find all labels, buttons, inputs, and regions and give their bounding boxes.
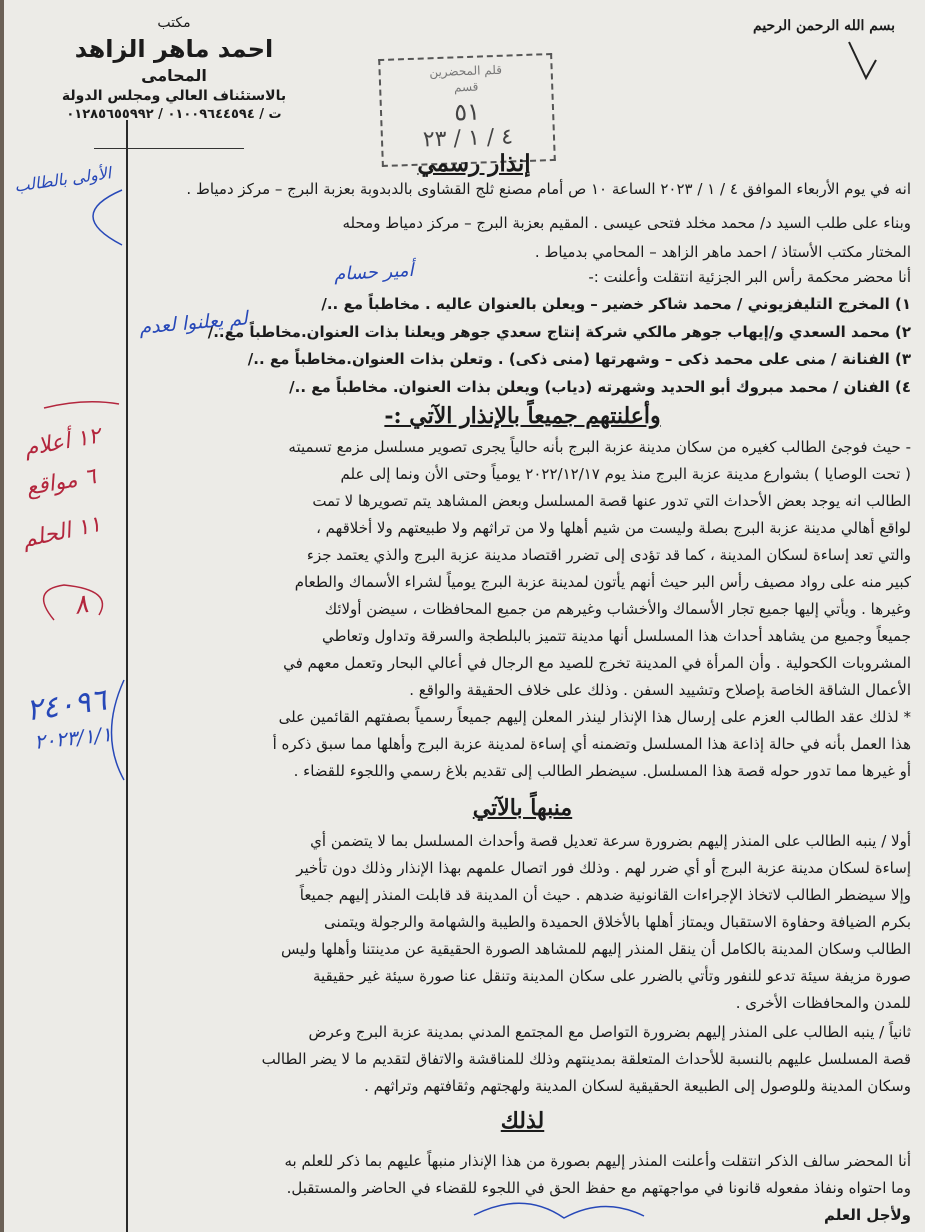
handwritten-receipt-date: ٢٠٢٣/١/١ [32, 721, 113, 755]
office-label: مكتب [157, 15, 191, 31]
body-line: ثانياً / ينبه الطالب على المنذر إليهم بضرورة التواصل مع المجتمع المدني بمدينة عزبة البرج وعرض [308, 1023, 911, 1041]
closing-line: ولأجل العلم [823, 1206, 911, 1224]
body-line: إساءة لسكان مدينة عزبة البرج أو أي ضرر لهم . وذلك فور اتصال علمهم بهذا الإنذار وذلك دون تأخير [296, 859, 911, 877]
addressee-line: ٤) الفنان / محمد مبروك أبو الحديد وشهرته (دياب) ويعلن بذات العنوان. مخاطباً مع ../ [289, 378, 911, 396]
stamp-date: ٤ / ١ / ٢٣ [422, 124, 514, 153]
red-underline-stroke [44, 402, 119, 408]
body-line: صورة مزيفة سيئة تدعو للنفور وتأتي بالضرر على سكان المدينة وتنقل عنا صورة سيئة غير حقيقية [312, 967, 911, 985]
basmala: بسم الله الرحمن الرحيم [753, 18, 895, 34]
handwritten-red-note: ٨ [71, 589, 91, 621]
handwritten-red-note: ٦ مواقع [24, 464, 98, 501]
handwritten-receipt-number: ٢٤٠٩٦ [23, 682, 109, 729]
body-line: وسكان المدينة وللوصول إلى الطبيعة الحقيقية لسكان المدينة ولهجتهم وثقافتهم وتراثهم . [364, 1077, 911, 1095]
body-line: وإلا سيضطر الطالب لاتخاذ الإجراءات القانونية ضدهم . حيث أن المدينة قد قابلت المنذر إليهم جميعاً [299, 886, 911, 904]
body-line: الأعمال الشاقة الخاصة بإصلاح وتشييد السفن . وذلك على خلاف الحقيقة والواقع . [409, 681, 911, 699]
body-line: أنا المحضر سالف الذكر انتقلت وأعلنت المنذر إليهم بصورة من هذا الإنذار منبهاً عليهم بما ذكر للعلم به [284, 1152, 911, 1170]
body-line: هذا العمل بأنه في حالة إذاعة هذا المسلسل وتضمنه أي إساءة لمدينة عزبة البرج وأهلها مما سبق ذكره أ [272, 735, 911, 753]
body-line: ( تحت الوصايا ) بشوارع مدينة عزبة البرج منذ يوم ٢٠٢٢/١٢/١٧ يومياً وحتى الأن ونما إلى علم [340, 465, 911, 483]
body-line: الطالب انه يوجد بعض الأحداث التي تدور عنها قصة المسلسل وبعض المشاهد يتم تصويرها لا تمت [312, 492, 911, 510]
body-line: قصة المسلسل عليهم بالنسبة للأحداث المتعلقة بمدينتهم وذلك للمناقشة والاتفاق لتقديم ما لا يضر الطالب [261, 1050, 911, 1068]
handwritten-red-note: ١١ الحلم [20, 512, 104, 553]
blue-bracket-stroke [112, 680, 125, 780]
intro-line: أنا محضر محكمة رأس البر الجزئية انتقلت وأعلنت :- [588, 268, 911, 286]
body-line: للمدن والمحافظات الأخرى . [735, 994, 911, 1012]
addressee-line: ١) المخرج التليفزيوني / محمد شاكر خضير – ويعلن بالعنوان عاليه . مخاطباً مع ../ [321, 295, 911, 313]
stamp-line1: قلم المحضرين [429, 62, 503, 80]
intro-line: انه في يوم الأربعاء الموافق ٤ / ١ / ٢٠٢٣ الساعة ١٠ ص أمام مصنع ثلج القشاوى بالدبدوبة بعزبة البرج – مركز دمياط . [186, 180, 911, 198]
body-line: لواقع أهالي مدينة عزبة البرج بصلة وليست من شيم أهلها ولا من تراثهم ولا طبيعتهم ولا أخلاقهم ، [316, 519, 911, 537]
section-title-notice: وأعلنتهم جميعاً بالإنذار الآتي :- [384, 403, 661, 429]
handwritten-red-note: ١٢ أعلام [22, 423, 103, 462]
body-line: كبير منه على رواد مصيف رأس البر حيث أنهم يأتون لمدينة عزبة البرج يومياً لشراء الأسماك والطعام [294, 573, 911, 591]
body-line: والتي تعد إساءة لسكان المدينة ، كما قد تؤدى إلى تضرر اقتصاد مدينة عزبة البرج والذي يعتمد جزء [306, 546, 911, 564]
body-line: جميعاً وجميع من يشاهد أحداث هذا المسلسل أنها مدينة تتميز بالبلطجة والسرقة وتداول وتعاطي [322, 627, 911, 645]
addressee-line: ٣) الفنانة / منى على محمد ذكى – وشهرتها (منى ذكى) . وتعلن بذات العنوان.مخاطباً مع ../ [247, 350, 911, 368]
section-title-therefore: لذلك [500, 1108, 545, 1134]
body-line: المشروبات الكحولية . وأن المرأة في المدينة تخرج للصيد مع الرجال في أعالي البحار وتعمل معهم في [283, 654, 911, 672]
body-line: بكرم الضيافة وحفاوة الاستقبال ويمتاز أهلها بالأخلاق الحميدة والطيبة والشهامة والرجولة ويتمنى [323, 913, 911, 931]
handwritten-service-note: لم يعلنوا لعدم [138, 307, 249, 339]
body-line: * لذلك عقد الطالب العزم على إرسال هذا الإنذار لينذر المعلن إليهم جميعاً رسمياً بصفتهم القائمين على [278, 708, 911, 726]
document-page [4, 0, 925, 1232]
document-title: إنذار رسمي [417, 150, 531, 177]
lawyer-name: احمد ماهر الزاهد [74, 34, 274, 63]
lawyer-phones: ت / ٠١٠٠٩٦٤٤٥٩٤ / ٠١٢٨٥٦٥٥٩٩٢ [66, 106, 282, 122]
lawyer-title: المحامى [141, 66, 207, 86]
lawyer-court: بالاستئناف العالي ومجلس الدولة [61, 87, 287, 104]
body-line: - حيث فوجئ الطالب كغيره من سكان مدينة عزبة البرج بأنه حالياً يجرى تصوير مسلسل مزمع تسميته [288, 438, 911, 456]
handwritten-margin-note: الأولى بالطالب [13, 163, 113, 196]
body-line: أولا / ينبه الطالب على المنذر إليهم بضرورة سرعة تعديل قصة وأحداث المسلسل بما لا يتضمن أي [310, 832, 911, 850]
stamp-number: ٥١ [453, 97, 481, 127]
intro-line: المختار مكتب الأستاذ / احمد ماهر الزاهد – المحامي بدمياط . [534, 243, 911, 261]
blue-signature-stroke [474, 1203, 644, 1218]
body-line: الطالب وسكان المدينة بالكامل أن ينقل المنذر إليهم للمشاهد الصورة الحقيقية عن مدينتنا وأهلها وليس [280, 940, 911, 958]
ink-strokes [4, 0, 925, 1232]
body-line: وما احتواه ونفاذ مفعوله قانونا في مواجهتهم مع حفظ الحق في اللجوء للقضاء في الحاضر والمستقبل. [286, 1179, 911, 1197]
addressee-line: ٢) محمد السعدي و/إيهاب جوهر مالكي شركة إنتاج سعدي جوهر ويعلنا بذات العنوان.مخاطباً مع../ [207, 323, 911, 341]
red-loop-stroke [44, 585, 103, 620]
body-line: وغيرها . ويأتي إليها جميع تجار الأسماك والأخشاب وغيرهم من جميع المحافظات ، سيضن أولائك [324, 600, 911, 618]
check-mark-icon [849, 42, 876, 78]
stamp-line2: قسم [453, 79, 479, 95]
handwritten-bailiff-name: أمير حسام [333, 259, 415, 286]
blue-bracket-stroke [93, 190, 122, 245]
section-title-warning: منبهاً بالآتي [472, 795, 573, 821]
body-line: أو غيرها مما تدور حوله قصة هذا المسلسل. سيضطر الطالب إلى تقديم بلاغ رسمي واللجوء للقضاء . [293, 762, 911, 780]
intro-line: وبناء على طلب السيد د/ محمد مخلد فتحى عيسى . المقيم بعزبة البرج – مركز دمياط ومحله [342, 214, 911, 232]
